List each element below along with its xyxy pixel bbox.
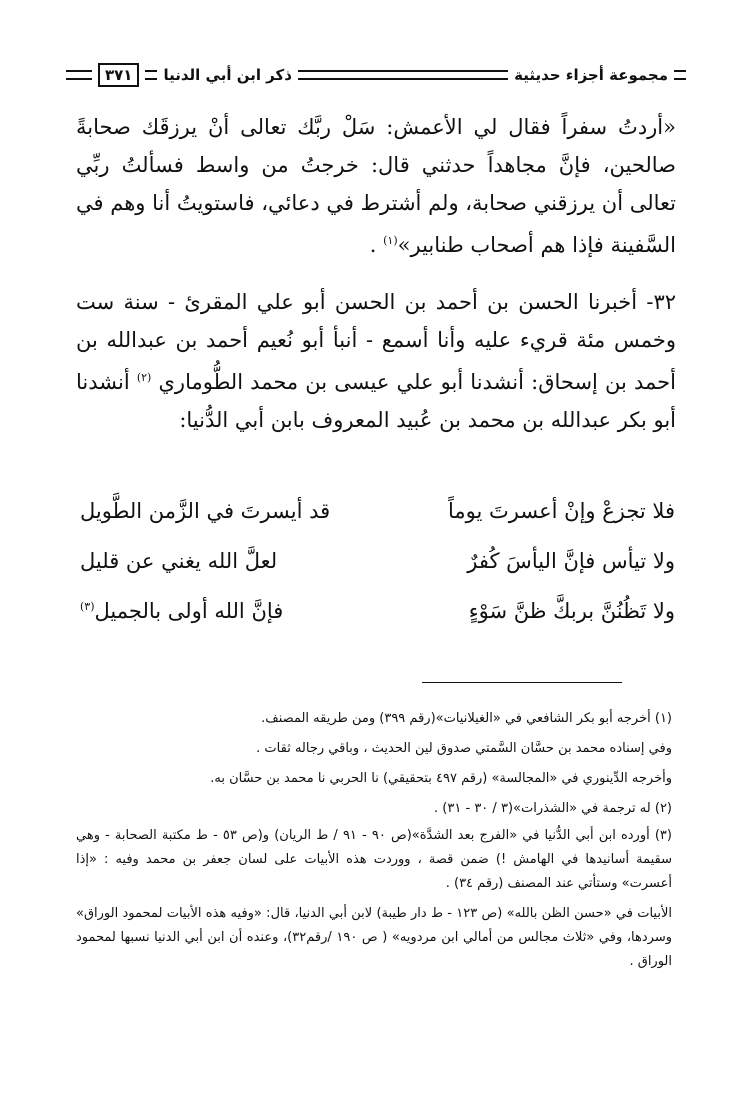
verse-second-hemistich: فإنَّ الله أولى بالجميل$^{(٣)}$ [80, 599, 284, 623]
footnote: (١) أخرجه أبو بكر الشافعي في «الغيلانيات»(رقم ٣٩٩) ومن طريقه المصنف. [261, 711, 672, 726]
header-rule [145, 70, 157, 80]
paragraph-text: «أردتُ سفراً فقال لي الأعمش: سَلْ ربَّك تعالى أنْ يرزقَك صحابةً صالحين، فإنَّ مجاهداً حدثني قال: خرجتُ من واسط فسألتُ ربِّي تعالى أن يرزقني صحابة، ولم أشترط في دعائي، فاستويتُ أنا وهم في السَّفينة فإذا هم أصحاب طنابير» [76, 115, 676, 257]
footnote-separator [422, 682, 622, 683]
paragraph-tail: . [369, 233, 384, 257]
book-title: ذكر ابن أبي الدنيا [163, 66, 292, 84]
poem [80, 486, 675, 636]
running-header [66, 60, 686, 90]
page-number: ٣٧١ [98, 63, 139, 87]
poem-verse [80, 486, 675, 536]
poem-verse [80, 536, 675, 586]
paragraph-narration [76, 108, 676, 264]
footnote-ref: (٢) [136, 371, 152, 384]
header-rule [66, 70, 92, 80]
footnote-ref: (٣) [80, 600, 95, 613]
paragraph-isnad [76, 283, 676, 439]
footnote-ref: (١) [383, 234, 398, 247]
footnote: (٢) له ترجمة في «الشذرات»(٣ / ٣٠ - ٣١) . [434, 801, 672, 816]
verse-second-hemistich: قد أيسرتَ في الزَّمن الطَّويل [80, 499, 331, 523]
footnote: وفي إسناده محمد بن حسَّان السَّمتي صدوق لين الحديث ، وباقي رجاله ثقات . [256, 741, 672, 756]
footnote: وأخرجه الدِّينوري في «المجالسة» (رقم ٤٩٧ بتحقيقي) نا الحربي نا محمد بن حسَّان به. [210, 771, 672, 786]
header-rule [298, 70, 508, 80]
series-title: مجموعة أجزاء حديثية [514, 66, 668, 84]
poem-verse [80, 586, 675, 636]
verse-second-hemistich: لعلَّ الله يغني عن قليل [80, 549, 278, 573]
footnote: الأبيات في «حسن الظن بالله» (ص ١٢٣ - ط دار طيبة) لابن أبي الدنيا، قال: «وفيه هذه الأبيات لمحمود الوراق» وسردها، وفي «ثلاث مجالس من أمالي ابن مردويه» ( ص ١٩٠ /رقم٣٢)، وعنده أن ابن أبي الدنيا نسبها لمحمود الوراق . [76, 906, 673, 969]
paragraph-text: ٣٢- أخبرنا الحسن بن أحمد بن الحسن أبو علي المقرئ - سنة ست وخمس مئة قريء عليه وأنا أسمع - أنبأ أبو نُعيم أحمد بن عبدالله بن أحمد بن إسحاق: أنشدنا أبو علي عيسى بن محمد الطُّوماري [76, 290, 676, 394]
verse-first-hemistich: ولا تيأس فإنَّ اليأسَ كُفرٌ [467, 549, 675, 573]
verse-first-hemistich: ولا تَظُنُنَّ بربكَّ ظنَّ سَوْءٍ [468, 599, 675, 623]
paragraph-tail: أنشدنا أبو بكر عبدالله بن محمد بن عُبيد المعروف بابن أبي الدُّنيا: [76, 370, 676, 432]
footnote: (٣) أورده ابن أبي الدُّنيا في «الفرج بعد الشدَّة»(ص ٩٠ - ٩١ / ط الريان) و(ص ٥٣ - ط مكتبة الصحابة - وهي سقيمة أسانيدها في الهامش !) ضمن قصة ، ووردت هذه الأبيات على لسان جعفر بن محمد وفيه : «إذا أعسرت» وستأتي عند المصنف (رقم ٣٤) . [76, 828, 672, 891]
footnotes [76, 704, 672, 974]
verse-first-hemistich: فلا تجزعْ وإنْ أعسرتَ يوماً [448, 499, 675, 523]
header-rule [674, 70, 686, 80]
